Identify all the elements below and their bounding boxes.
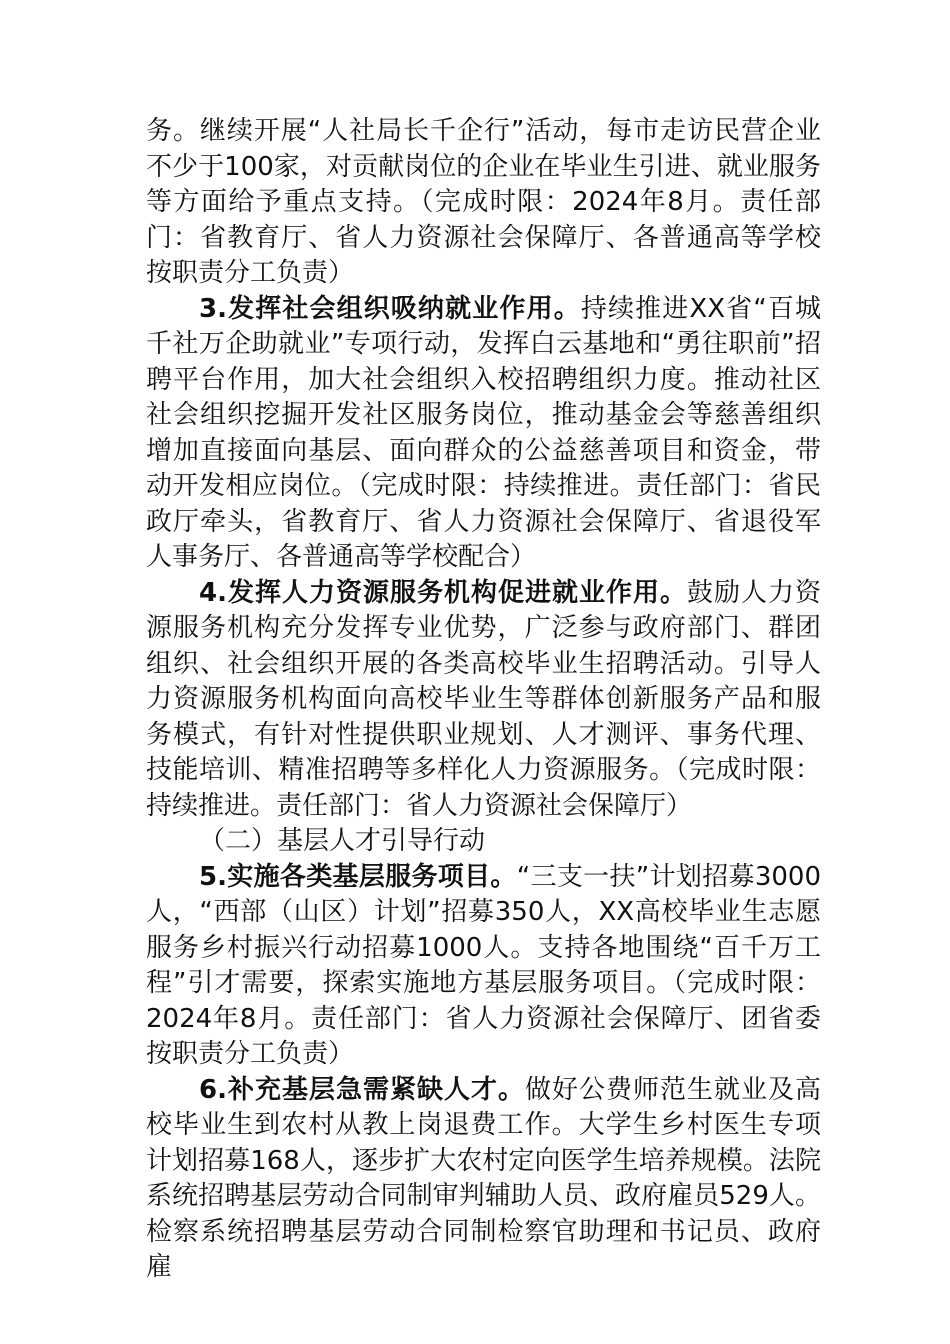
paragraph-item-3: [146, 292, 821, 576]
item-heading: 5.实施各类基层服务项目。: [199, 861, 517, 892]
paragraph-text: 持续推进XX省“百城千社万企助就业”专项行动，发挥白云基地和“勇往职前”招聘平台作用，加大社会组织入校招聘组织力度。推动社区社会组织挖掘开发社区服务岗位，推动基金会等慈善组织增加直接面向基层、面向群众的公益慈善项目和资金，带动开发相应岗位。（完成时限：持续推进。责任部门：省民政厅牵头，省教育厅、省人力资源社会保障厅、省退役军人事务厅、各普通高等学校配合）: [146, 293, 822, 572]
paragraph-text: 务。继续开展“人社局长千企行”活动，每市走访民营企业不少于100家，对贡献岗位的企业在毕业生引进、就业服务等方面给予重点支持。（完成时限：2024年8月。责任部门：省教育厅、省人力资源社会保障厅、各普通高等学校按职责分工负责）: [146, 116, 821, 288]
document-page: [146, 114, 821, 1286]
item-heading: 3.发挥社会组织吸纳就业作用。: [199, 293, 581, 324]
paragraph-text: 做好公费师范生就业及高校毕业生到农村从教上岗退费工作。大学生乡村医生专项计划招募168人，逐步扩大农村定向医学生培养规模。法院系统招聘基层劳动合同制审判辅助人员、政府雇员529人。检察系统招聘基层劳动合同制检察官助理和书记员、政府雇: [146, 1074, 821, 1282]
paragraph-item-5: [146, 860, 821, 1073]
paragraph-continuation: [146, 114, 821, 292]
paragraph-item-6: [146, 1073, 821, 1286]
item-heading: 6.补充基层急需紧缺人才。: [199, 1074, 525, 1105]
item-heading: 4.发挥人力资源服务机构促进就业作用。: [199, 577, 687, 608]
paragraph-text: 鼓励人力资源服务机构充分发挥专业优势，广泛参与政府部门、群团组织、社会组织开展的各类高校毕业生招聘活动。引导人力资源服务机构面向高校毕业生等群体创新服务产品和服务模式，有针对性提供职业规划、人才测评、事务代理、技能培训、精准招聘等多样化人力资源服务。（完成时限：持续推进。责任部门：省人力资源社会保障厅）: [146, 577, 821, 821]
section-heading: [146, 824, 821, 860]
paragraph-text: “三支一扶”计划招募3000人，“西部（山区）计划”招募350人，XX高校毕业生志愿服务乡村振兴行动招募1000人。支持各地围绕“百千万工程”引才需要，探索实施地方基层服务项目。（完成时限：2024年8月。责任部门：省人力资源社会保障厅、团省委按职责分工负责）: [146, 861, 822, 1069]
section-heading-text: （二）基层人才引导行动: [199, 826, 486, 856]
paragraph-item-4: [146, 576, 821, 825]
